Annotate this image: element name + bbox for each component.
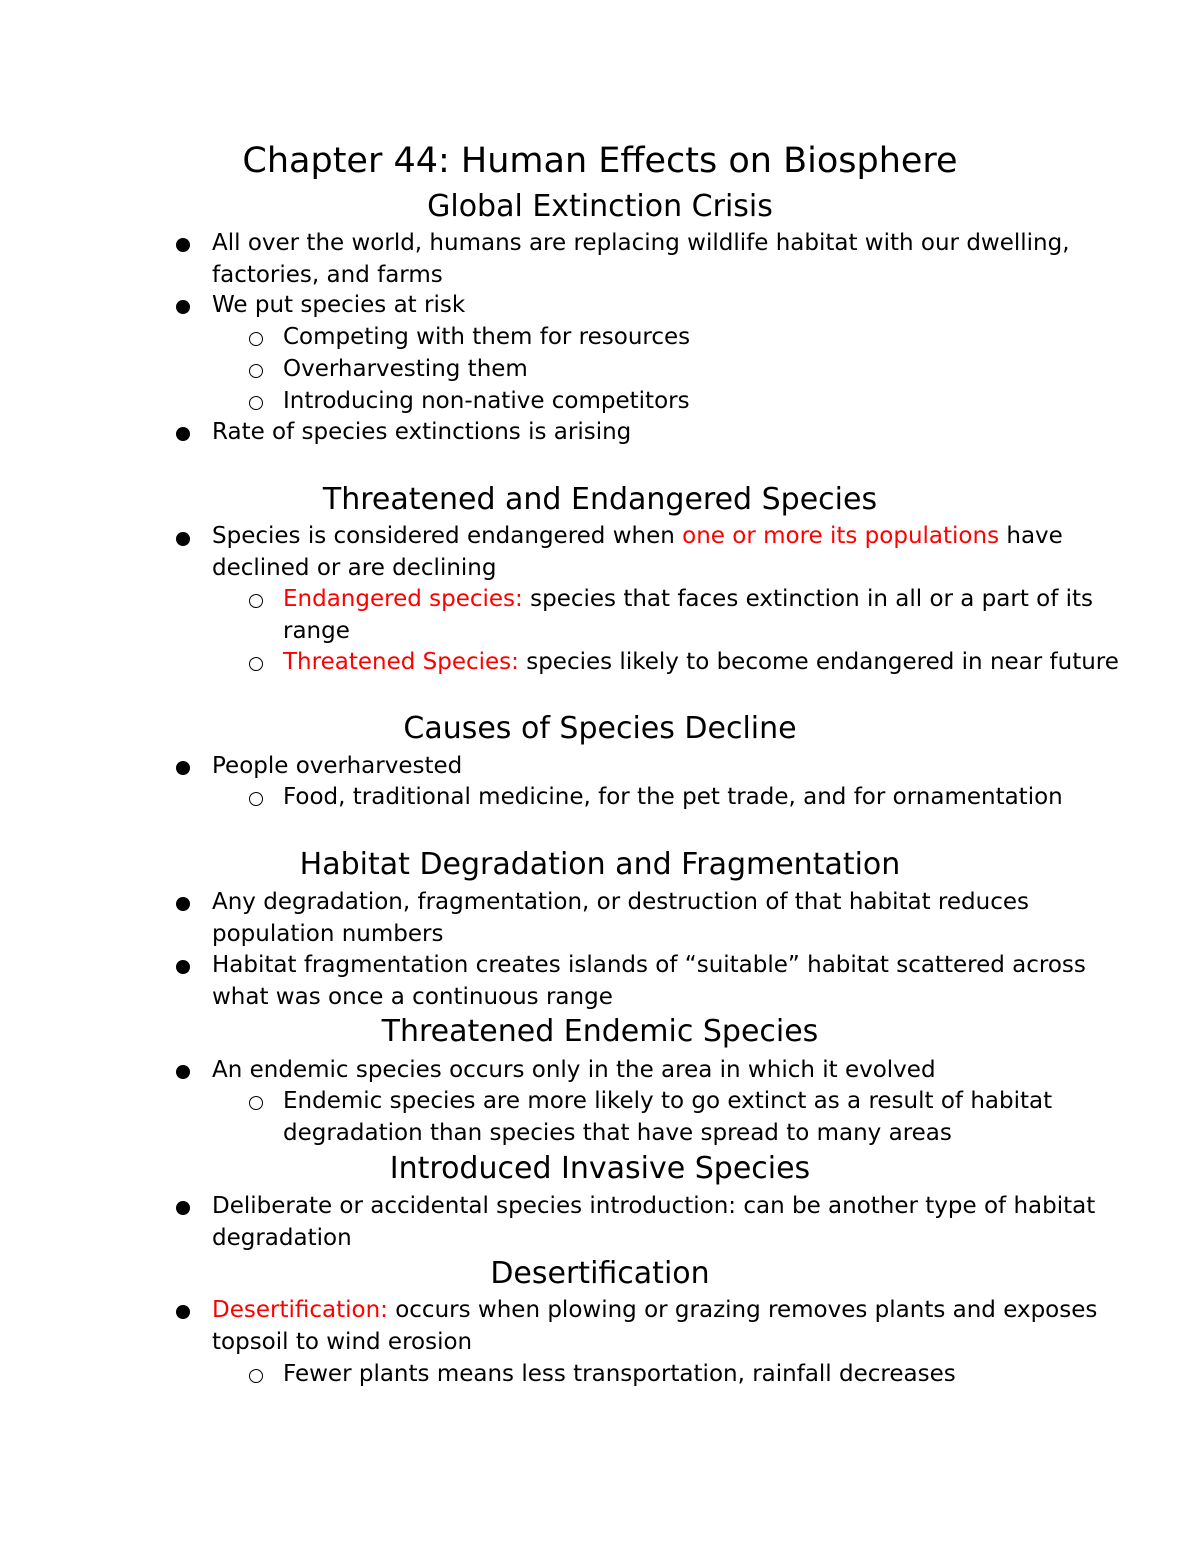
list-item: An endemic species occurs only in the area in which it evolved bbox=[212, 1057, 936, 1083]
section-heading: Introduced Invasive Species bbox=[389, 1151, 811, 1186]
section-heading: Causes of Species Decline bbox=[403, 711, 797, 746]
section-heading: Threatened Endemic Species bbox=[381, 1014, 819, 1049]
sub-bullet-icon bbox=[249, 396, 263, 410]
sub-bullet-icon bbox=[249, 1369, 263, 1383]
section-heading: Desertification bbox=[490, 1256, 710, 1291]
list-item: We put species at risk bbox=[212, 292, 466, 318]
section-heading: Global Extinction Crisis bbox=[427, 189, 773, 224]
bullet-icon bbox=[176, 1305, 190, 1319]
bullet-icon bbox=[176, 1065, 190, 1079]
sub-bullet-icon bbox=[249, 792, 263, 806]
section-heading: Threatened and Endangered Species bbox=[322, 482, 878, 517]
list-item: Species is considered endangered when one or more its populations have declined or are declining bbox=[212, 523, 1071, 581]
list-item: Habitat fragmentation creates islands of “suitable” habitat scattered across what was once a continuous range bbox=[212, 952, 1094, 1010]
list-item: People overharvested bbox=[212, 753, 463, 779]
sub-bullet-icon bbox=[249, 594, 263, 608]
list-item: Any degradation, fragmentation, or destruction of that habitat reduces population numbers bbox=[212, 889, 1037, 947]
bullet-icon bbox=[176, 1201, 190, 1215]
bullet-icon bbox=[176, 427, 190, 441]
sub-bullet-icon bbox=[249, 657, 263, 671]
list-item: Rate of species extinctions is arising bbox=[212, 419, 632, 445]
list-item: Threatened Species: species likely to become endangered in near future bbox=[283, 649, 1119, 675]
bullet-icon bbox=[176, 532, 190, 546]
list-item: All over the world, humans are replacing wildlife habitat with our dwelling, factories, and farms bbox=[212, 230, 1077, 288]
sub-bullet-icon bbox=[249, 332, 263, 346]
list-item: Food, traditional medicine, for the pet trade, and for ornamentation bbox=[283, 784, 1063, 810]
bullet-icon bbox=[176, 761, 190, 775]
page-title: Chapter 44: Human Effects on Biosphere bbox=[242, 141, 958, 181]
bullet-icon bbox=[176, 897, 190, 911]
list-item: Competing with them for resources bbox=[283, 324, 691, 350]
list-item: Overharvesting them bbox=[283, 356, 528, 382]
bullet-icon bbox=[176, 960, 190, 974]
sub-bullet-icon bbox=[249, 364, 263, 378]
section-heading: Habitat Degradation and Fragmentation bbox=[299, 847, 901, 882]
sub-bullet-icon bbox=[249, 1096, 263, 1110]
list-item: Fewer plants means less transportation, rainfall decreases bbox=[283, 1361, 956, 1387]
bullet-icon bbox=[176, 300, 190, 314]
list-item: Introducing non-native competitors bbox=[283, 388, 690, 414]
list-item: Endangered species: species that faces extinction in all or a part of its range bbox=[283, 586, 1101, 644]
list-item: Deliberate or accidental species introduction: can be another type of habitat degradation bbox=[212, 1193, 1103, 1251]
list-item: Desertification: occurs when plowing or grazing removes plants and exposes topsoil to wind erosion bbox=[212, 1297, 1105, 1355]
list-item: Endemic species are more likely to go extinct as a result of habitat degradation than species that have spread to many areas bbox=[283, 1088, 1060, 1146]
bullet-icon bbox=[176, 238, 190, 252]
